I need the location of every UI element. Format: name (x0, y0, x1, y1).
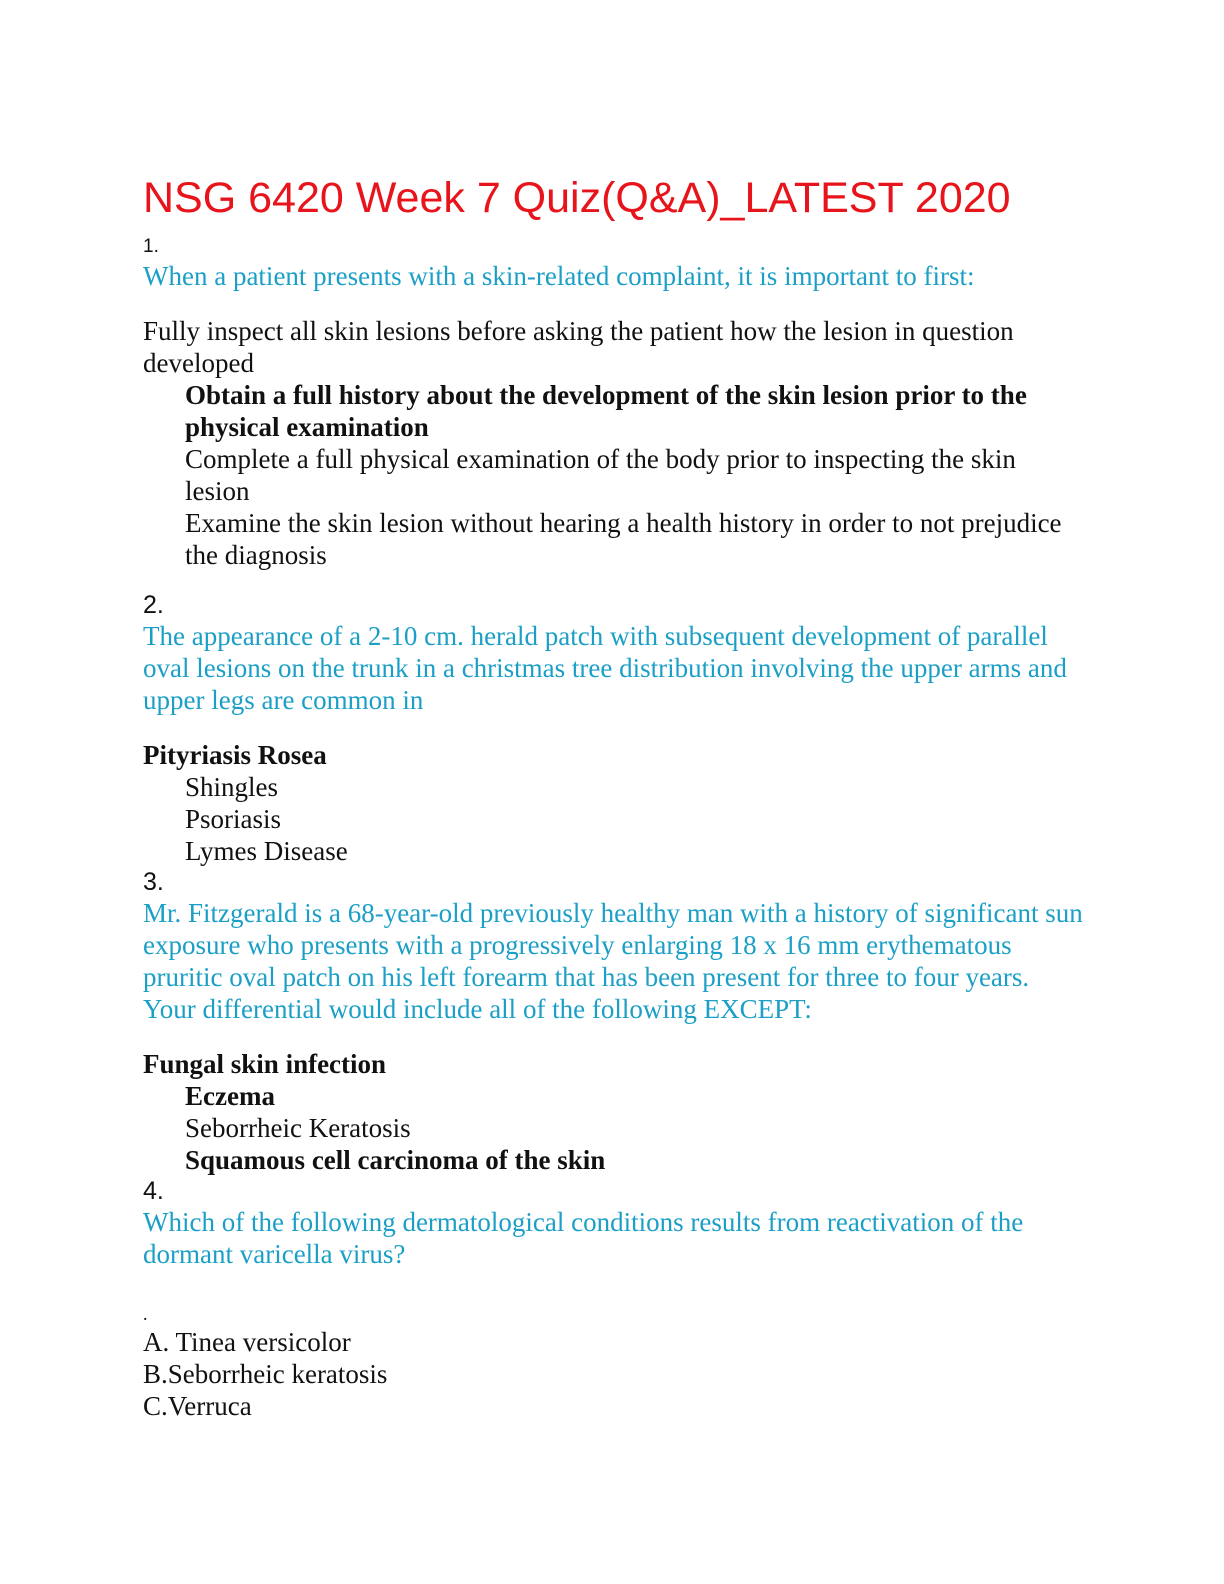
separator-dot: . (143, 1304, 148, 1324)
answer-option: Complete a full physical examination of the body prior to inspecting the skin lesion (185, 444, 1016, 506)
document-title: NSG 6420 Week 7 Quiz(Q&A)_LATEST 2020 (143, 174, 1011, 222)
question-text: When a patient presents with a skin-related complaint, it is important to first: (143, 261, 975, 291)
answer-option: A. Tinea versicolor (143, 1327, 351, 1357)
answer-option: Psoriasis (185, 804, 282, 834)
answer-option-selected: Pityriasis Rosea (143, 740, 327, 770)
answer-option: Examine the skin lesion without hearing a health history in order to not prejudice the diagnosis (185, 508, 1062, 570)
answer-option: C.Verruca (143, 1391, 252, 1421)
answer-option-selected: Squamous cell carcinoma of the skin (185, 1145, 606, 1175)
question-text: The appearance of a 2-10 cm. herald patch with subsequent development of parallel oval lesions on the trunk in a christmas tree distribution involving the upper arms and upper legs are common in (143, 621, 1067, 715)
question-number: 4. (143, 1177, 164, 1205)
answer-option: Lymes Disease (185, 836, 348, 866)
question-text: Mr. Fitzgerald is a 68-year-old previously healthy man with a history of significant sun exposure who presents with a progressively enlarging 18 x 16 mm erythematous pruritic oval patch on his left forearm that has been present for three to four years. Your differential would include all of the following EXCEPT: (143, 898, 1083, 1024)
answer-option-selected: Fungal skin infection (143, 1049, 387, 1079)
answer-option: Fully inspect all skin lesions before asking the patient how the lesion in question developed (143, 316, 1014, 378)
question-number: 2. (143, 591, 164, 619)
question-number: 1. (143, 236, 159, 257)
answer-option: B.Seborrheic keratosis (143, 1359, 388, 1389)
question-number: 3. (143, 868, 164, 896)
document-body (143, 172, 1083, 1422)
answer-option: Seborrheic Keratosis (185, 1113, 411, 1143)
question-text: Which of the following dermatological conditions results from reactivation of the dormant varicella virus? (143, 1207, 1024, 1269)
answer-option-selected: Obtain a full history about the development of the skin lesion prior to the physical examination (185, 380, 1027, 442)
answer-option-selected: Eczema (185, 1081, 275, 1111)
answer-option: Shingles (185, 772, 279, 802)
